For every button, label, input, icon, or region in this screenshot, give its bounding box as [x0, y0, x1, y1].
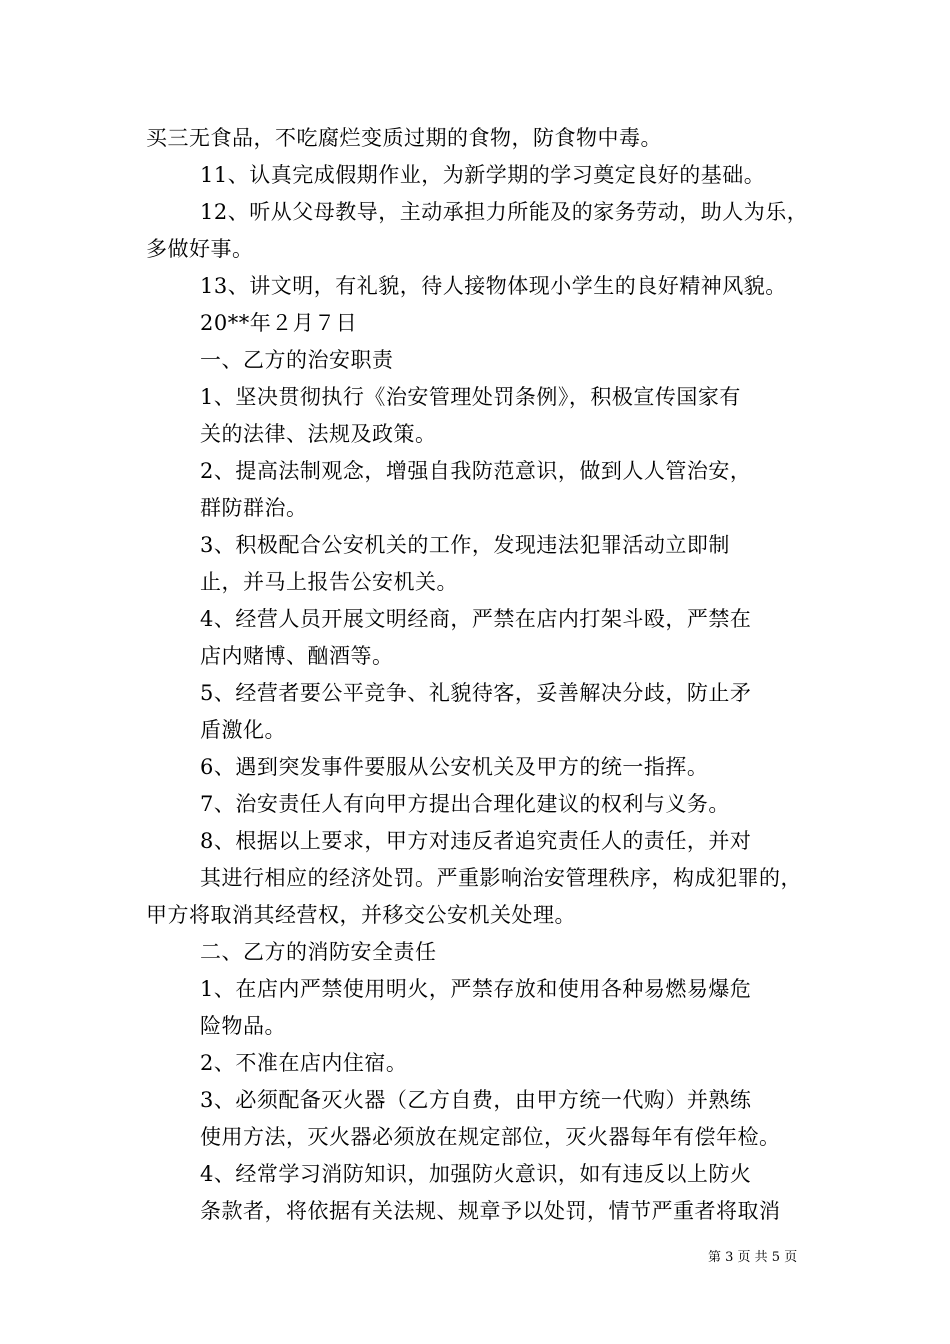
text-line: 3、必须配备灭火器（乙方自费，由甲方统一代购）并熟练 — [200, 1088, 752, 1112]
section-heading: 一、乙方的治安职责 — [200, 348, 394, 372]
text-line: 4、经营人员开展文明经商，严禁在店内打架斗殴，严禁在 — [200, 607, 752, 631]
text-line: 2、提高法制观念，增强自我防范意识，做到人人管治安， — [200, 459, 752, 483]
text-line: 7、治安责任人有向甲方提出合理化建议的权利与义务。 — [200, 792, 730, 816]
date-line: 20**年２月７日 — [200, 311, 358, 335]
text-line: 其进行相应的经济处罚。严重影响治安管理秩序，构成犯罪的， — [200, 866, 802, 890]
text-line: 1、坚决贯彻执行《治安管理处罚条例》，积极宣传国家有 — [200, 385, 741, 409]
text-line: 使用方法，灭火器必须放在规定部位，灭火器每年有偿年检。 — [200, 1125, 781, 1149]
text-line: 店内赌博、酗酒等。 — [200, 644, 394, 668]
text-line: 盾激化。 — [200, 718, 286, 742]
text-line: 买三无食品，不吃腐烂变质过期的食物，防食物中毒。 — [146, 126, 662, 150]
text-line: 止，并马上报告公安机关。 — [200, 570, 458, 594]
page-number-footer: 第 3 页 共 5 页 — [708, 1250, 798, 1265]
section-heading: 二、乙方的消防安全责任 — [200, 940, 437, 964]
text-line: 多做好事。 — [146, 237, 254, 261]
text-line: 5、经营者要公平竞争、礼貌待客，妥善解决分歧，防止矛 — [200, 681, 752, 705]
text-line: 甲方将取消其经营权，并移交公安机关处理。 — [146, 903, 576, 927]
text-line: 关的法律、法规及政策。 — [200, 422, 437, 446]
text-line: 群防群治。 — [200, 496, 308, 520]
text-line: 4、经常学习消防知识，加强防火意识，如有违反以上防火 — [200, 1162, 752, 1186]
text-line: 险物品。 — [200, 1014, 286, 1038]
text-line: 2、不准在店内住宿。 — [200, 1051, 408, 1075]
text-line: 条款者，将依据有关法规、规章予以处罚，情节严重者将取消 — [200, 1199, 781, 1223]
text-line: 8、根据以上要求，甲方对违反者追究责任人的责任，并对 — [200, 829, 752, 853]
text-line: 1、在店内严禁使用明火，严禁存放和使用各种易燃易爆危 — [200, 977, 752, 1001]
text-line: 11、认真完成假期作业，为新学期的学习奠定良好的基础。 — [200, 163, 766, 187]
text-line: 6、遇到突发事件要服从公安机关及甲方的统一指挥。 — [200, 755, 709, 779]
text-line: 13、讲文明，有礼貌，待人接物体现小学生的良好精神风貌。 — [200, 274, 787, 298]
text-line: 12、听从父母教导，主动承担力所能及的家务劳动，助人为乐， — [200, 200, 809, 224]
text-line: 3、积极配合公安机关的工作，发现违法犯罪活动立即制 — [200, 533, 730, 557]
